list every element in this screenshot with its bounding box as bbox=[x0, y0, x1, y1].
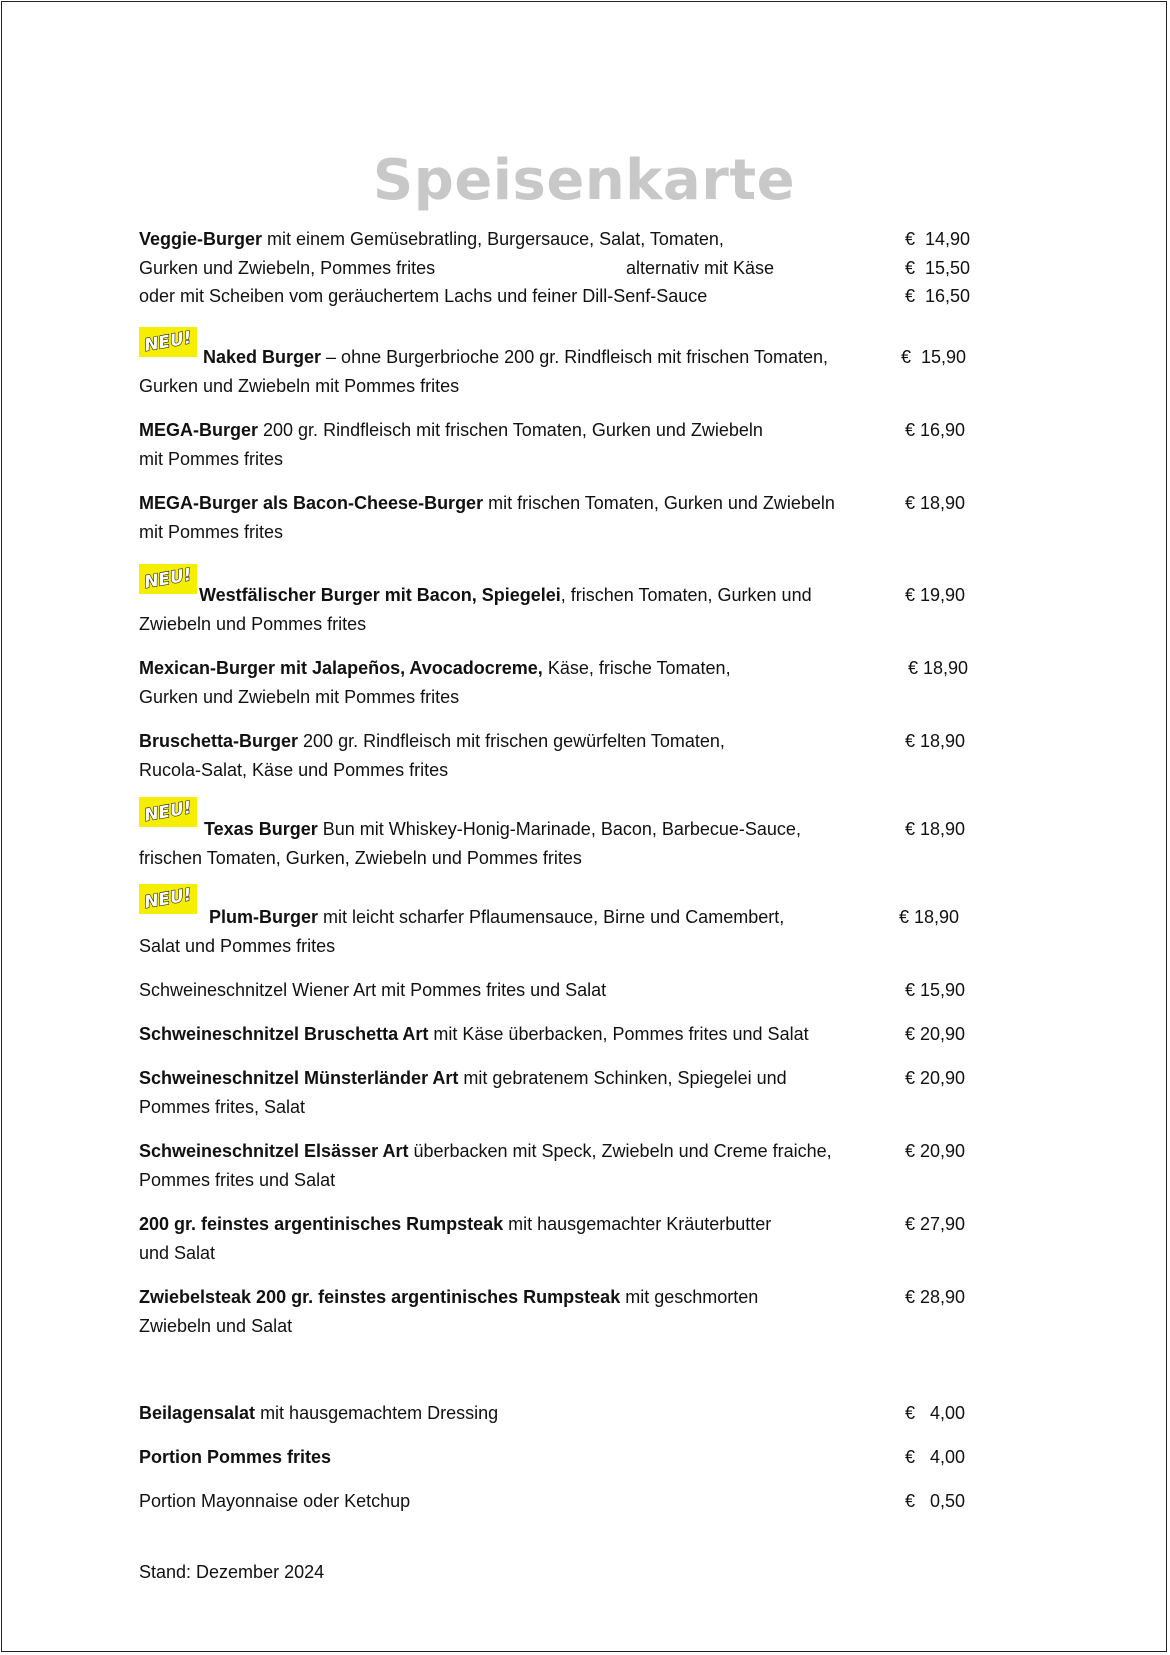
menu-item-line bbox=[139, 1443, 979, 1472]
menu-item bbox=[139, 654, 979, 711]
item-price: € 4,00 bbox=[905, 1403, 966, 1423]
item-alternative: alternativ mit Käse bbox=[626, 257, 775, 278]
menu-item bbox=[139, 1399, 979, 1428]
menu-item bbox=[139, 343, 979, 400]
menu-item-line bbox=[139, 1137, 979, 1166]
menu-item-line bbox=[139, 1312, 979, 1341]
item-description: Pommes frites und Salat bbox=[139, 1169, 336, 1190]
item-name: Beilagensalat bbox=[139, 1403, 256, 1423]
item-description: Zwiebeln und Pommes frites bbox=[139, 613, 367, 634]
menu-item-line bbox=[139, 225, 979, 254]
item-description: frischen Tomaten, Gurken, Zwiebeln und Pommes frites bbox=[139, 847, 582, 868]
menu-item-line bbox=[139, 815, 979, 844]
menu-item-line bbox=[139, 1020, 979, 1049]
item-name: Schweineschnitzel Münsterländer Art bbox=[139, 1068, 459, 1088]
menu-item-line bbox=[139, 1239, 979, 1268]
menu-item-line bbox=[139, 445, 979, 474]
page-title: Speisenkarte bbox=[372, 148, 796, 213]
menu-item bbox=[139, 1210, 979, 1267]
item-description: mit Pommes frites bbox=[139, 521, 284, 542]
menu-item bbox=[139, 1443, 979, 1472]
item-description: Salat und Pommes frites bbox=[139, 935, 336, 956]
menu-item-line bbox=[139, 1166, 979, 1195]
item-description: Beilagensalat mit hausgemachtem Dressing bbox=[139, 1403, 499, 1423]
menu-item bbox=[139, 581, 979, 638]
item-description: 200 gr. feinstes argentinisches Rumpsteak mit hausgemachter Kräuterbutter bbox=[139, 1214, 772, 1234]
menu-item-line bbox=[139, 903, 979, 932]
menu-item bbox=[139, 727, 979, 784]
svg-text:NEU!: NEU! bbox=[142, 798, 194, 826]
menu-item bbox=[139, 1020, 979, 1049]
item-description: Schweineschnitzel Wiener Art mit Pommes frites und Salat bbox=[139, 980, 607, 1000]
menu-item-line bbox=[139, 976, 979, 1005]
item-description: Bruschetta-Burger 200 gr. Rindfleisch mit frischen gewürfelten Tomaten, bbox=[139, 731, 725, 751]
menu-item-line bbox=[139, 844, 979, 873]
item-description: Texas Burger Bun mit Whiskey-Honig-Marinade, Bacon, Barbecue-Sauce, bbox=[204, 819, 801, 839]
menu-item-line bbox=[139, 1399, 979, 1428]
item-description: Schweineschnitzel Elsässer Art überbacken mit Speck, Zwiebeln und Creme fraiche, bbox=[139, 1141, 832, 1161]
menu-item bbox=[139, 1137, 979, 1194]
item-price: € 27,90 bbox=[905, 1214, 966, 1234]
menu-item bbox=[139, 1487, 979, 1516]
menu-item-line bbox=[139, 416, 979, 445]
item-name: MEGA-Burger als Bacon-Cheese-Burger bbox=[139, 493, 484, 513]
item-description: MEGA-Burger als Bacon-Cheese-Burger mit frischen Tomaten, Gurken und Zwiebeln bbox=[139, 493, 835, 513]
menu-item-line bbox=[139, 372, 979, 401]
menu-item-line bbox=[139, 254, 979, 283]
menu-item bbox=[139, 976, 979, 1005]
item-price: € 15,50 bbox=[905, 257, 971, 278]
item-price: € 14,90 bbox=[905, 229, 971, 249]
item-description: oder mit Scheiben vom geräuchertem Lachs und feiner Dill-Senf-Sauce bbox=[139, 286, 708, 306]
item-description: Gurken und Zwiebeln mit Pommes frites bbox=[139, 686, 460, 707]
item-price: € 4,00 bbox=[905, 1447, 966, 1467]
svg-text:NEU!: NEU! bbox=[142, 565, 194, 593]
menu-item-line bbox=[139, 932, 979, 961]
item-description: Pommes frites, Salat bbox=[139, 1096, 306, 1117]
menu-item-line bbox=[139, 756, 979, 785]
item-name: Westfälischer Burger mit Bacon, Spiegelei bbox=[199, 585, 561, 605]
item-price: € 19,90 bbox=[905, 585, 966, 605]
menu-item bbox=[139, 416, 979, 473]
item-description: Rucola-Salat, Käse und Pommes frites bbox=[139, 759, 449, 780]
menu-item-line bbox=[139, 518, 979, 547]
item-name: Naked Burger bbox=[203, 347, 322, 367]
menu-item-line bbox=[139, 581, 979, 610]
menu-item-line bbox=[139, 683, 979, 712]
menu-item-line bbox=[139, 1093, 979, 1122]
item-name: Texas Burger bbox=[204, 819, 318, 839]
item-description: Zwiebeln und Salat bbox=[139, 1315, 293, 1336]
item-name: 200 gr. feinstes argentinisches Rumpsteak bbox=[139, 1214, 504, 1234]
item-name: Mexican-Burger mit Jalapeños, Avocadocreme, bbox=[139, 658, 543, 678]
menu-item bbox=[139, 1283, 979, 1340]
item-price: € 15,90 bbox=[901, 347, 967, 367]
item-description: Gurken und Zwiebeln mit Pommes frites bbox=[139, 375, 460, 396]
item-price: € 20,90 bbox=[905, 1068, 966, 1088]
menu-item bbox=[139, 815, 979, 872]
item-description: und Salat bbox=[139, 1242, 216, 1263]
item-name: Bruschetta-Burger bbox=[139, 731, 299, 751]
menu-item bbox=[139, 489, 979, 546]
item-description: Veggie-Burger mit einem Gemüsebratling, Burgersauce, Salat, Tomaten, bbox=[139, 229, 724, 249]
item-name: Schweineschnitzel Elsässer Art bbox=[139, 1141, 409, 1161]
item-price: € 18,90 bbox=[905, 493, 966, 513]
menu-item bbox=[139, 903, 979, 960]
item-price: € 18,90 bbox=[899, 907, 960, 927]
item-name: MEGA-Burger bbox=[139, 420, 259, 440]
menu-item-line bbox=[139, 610, 979, 639]
menu-item-line bbox=[139, 489, 979, 518]
item-description: Gurken und Zwiebeln, Pommes frites bbox=[139, 257, 436, 278]
menu-item-line bbox=[139, 1283, 979, 1312]
item-price: € 18,90 bbox=[905, 731, 966, 751]
menu-item bbox=[139, 1064, 979, 1121]
item-description: Portion Mayonnaise oder Ketchup bbox=[139, 1491, 411, 1511]
item-price: € 18,90 bbox=[905, 819, 966, 839]
item-price: € 16,50 bbox=[905, 286, 971, 306]
item-description: Zwiebelsteak 200 gr. feinstes argentinisches Rumpsteak mit geschmorten bbox=[139, 1287, 759, 1307]
item-name: Plum-Burger bbox=[209, 907, 319, 927]
item-name: Schweineschnitzel Bruschetta Art bbox=[139, 1024, 429, 1044]
item-price: € 20,90 bbox=[905, 1141, 966, 1161]
item-description: Mexican-Burger mit Jalapeños, Avocadocreme, Käse, frische Tomaten, bbox=[139, 658, 731, 678]
item-price: € 20,90 bbox=[905, 1024, 966, 1044]
item-description bbox=[139, 1447, 331, 1467]
item-price: € 15,90 bbox=[905, 980, 966, 1000]
item-price: € 0,50 bbox=[905, 1491, 966, 1511]
item-price: € 18,90 bbox=[908, 658, 969, 678]
item-name: Zwiebelsteak 200 gr. feinstes argentinisches Rumpsteak bbox=[139, 1287, 621, 1307]
item-description: Schweineschnitzel Bruschetta Art mit Käse überbacken, Pommes frites und Salat bbox=[139, 1024, 809, 1044]
footer-date: Stand: Dezember 2024 bbox=[139, 1562, 325, 1582]
menu-item-line bbox=[139, 343, 979, 372]
menu-item bbox=[139, 225, 979, 311]
item-name: Veggie-Burger bbox=[139, 229, 263, 249]
item-price: € 28,90 bbox=[905, 1287, 966, 1307]
item-description: Plum-Burger mit leicht scharfer Pflaumensauce, Birne und Camembert, bbox=[209, 907, 785, 927]
svg-text:NEU!: NEU! bbox=[142, 328, 194, 356]
svg-text:NEU!: NEU! bbox=[142, 885, 194, 913]
menu-item-line bbox=[139, 1210, 979, 1239]
menu-item-line bbox=[139, 282, 979, 311]
item-description: Naked Burger – ohne Burgerbrioche 200 gr. Rindfleisch mit frischen Tomaten, bbox=[203, 347, 828, 367]
item-price: € 16,90 bbox=[905, 420, 966, 440]
item-description: Westfälischer Burger mit Bacon, Spiegelei, frischen Tomaten, Gurken und bbox=[199, 585, 812, 605]
item-description: Schweineschnitzel Münsterländer Art mit gebratenem Schinken, Spiegelei und bbox=[139, 1068, 787, 1088]
item-name: Portion Pommes frites bbox=[139, 1447, 332, 1467]
menu-item-line bbox=[139, 1064, 979, 1093]
item-description: MEGA-Burger 200 gr. Rindfleisch mit frischen Tomaten, Gurken und Zwiebeln bbox=[139, 420, 763, 440]
menu-item-line bbox=[139, 727, 979, 756]
menu-item-line bbox=[139, 654, 979, 683]
item-description: mit Pommes frites bbox=[139, 448, 284, 469]
menu-item-line bbox=[139, 1487, 979, 1516]
